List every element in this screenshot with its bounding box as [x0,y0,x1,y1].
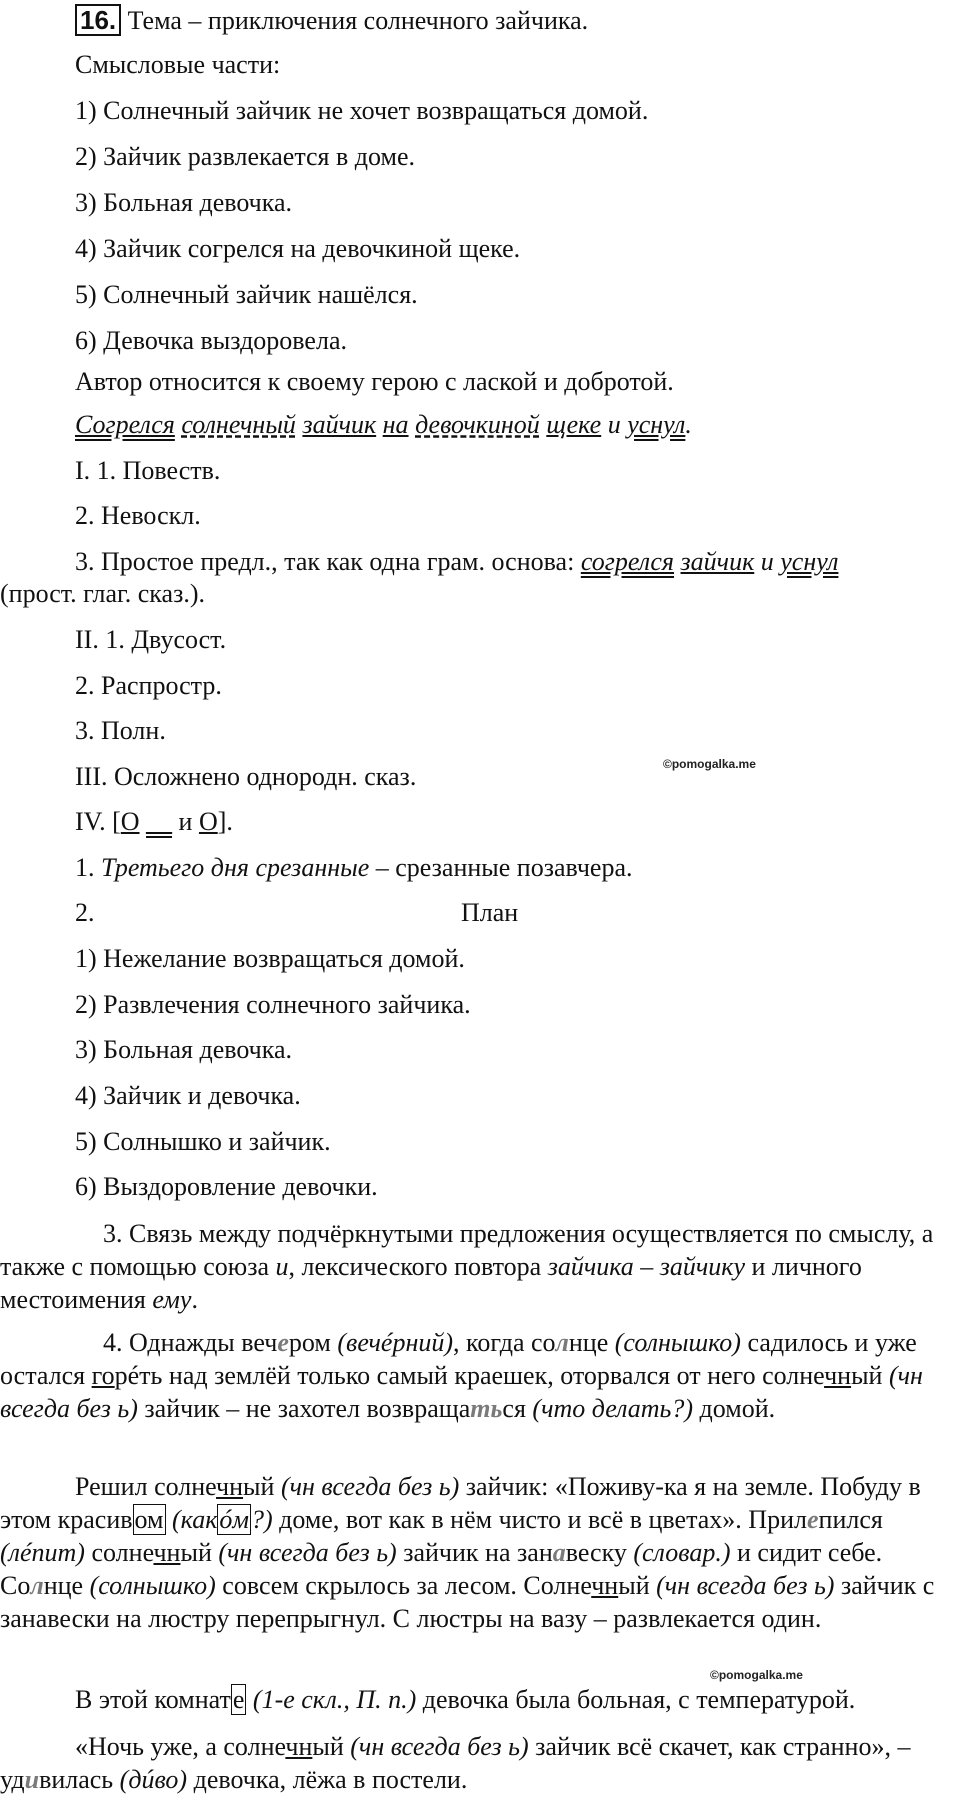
subject-word: зайчик [302,410,377,439]
plan-item-6: 6) Выздоровление девочки. [75,1172,378,1201]
task-header [75,4,588,37]
watermark: ©pomogalka.me [710,1668,803,1682]
part-6: 6) Девочка выздоровела. [75,326,347,355]
analysis-i2: 2. Невоскл. [75,501,201,530]
part-1: 1) Солнечный зайчик не хочет возвращаться домой. [75,96,649,125]
task-number: 16. [75,4,121,36]
parts-title: Смысловые части: [75,50,281,79]
basis-predicate: согрелся [580,547,675,576]
sentence-scheme: IV. [О __ и О]. [75,807,233,836]
analysis-i3: 3. Простое предл., так как одна грам. основа: согрелся зайчик и уснул [75,547,839,576]
part-5: 5) Солнечный зайчик нашёлся. [75,280,418,309]
adverbial-word: щеке [546,410,602,439]
analysis-ii1: II. 1. Двусост. [75,625,227,654]
plan-item-1: 1) Нежелание возвращаться домой. [75,944,465,973]
plan-number: 2. [75,898,95,927]
paragraph-7: «Ночь уже, а солнечный (чн всегда без ь) зайчик всё скачет, как странно», – удивилась (дúво) девочка, лёжа в постели. [0,1732,911,1794]
part-3: 3) Больная девочка. [75,188,293,217]
predicate-word: Согрелся [75,410,175,439]
plan-item-3: 3) Больная девочка. [75,1035,293,1064]
analysis-ii2: 2. Распростр. [75,671,222,700]
paragraph-6: В этой комнате (1-е скл., П. п.) девочка была больная, с температурой. [75,1685,856,1714]
parsed-sentence: Согрелся солнечный зайчик на девочкиной щеке и уснул. [75,410,692,439]
analysis-ii3: 3. Полн. [75,716,166,745]
paragraph-4: 4. Однажды вечером (вечéрний), когда солнце (солнышко) садилось и уже остался горéть над землёй только самый краешек, оторвался от него солнечный (чн всегда без ь) зайчик – не захотел возвращаться (что делать?) домой. [0,1328,923,1423]
attribute-word: девочкиной [415,410,540,439]
part-4: 4) Зайчик согрелся на девочкиной щеке. [75,234,521,263]
author-attitude: Автор относится к своему герою с лаской и добротой. [75,367,674,396]
conjunction-word: и [607,410,621,439]
analysis-iii: III. Осложнено однородн. сказ. [75,762,417,791]
plan-title: План [461,898,519,927]
basis-subject: зайчик [680,547,755,576]
analysis-i3-cont: (прост. глаг. сказ.). [0,579,206,608]
attribute-word: солнечный [181,410,296,439]
watermark: ©pomogalka.me [663,757,756,771]
plan-item-5: 5) Солнышко и зайчик. [75,1127,331,1156]
ending-box: ом [134,1505,164,1534]
predicate-word: уснул [627,410,686,439]
analysis-i1: I. 1. Повеств. [75,456,221,485]
ending-box: óм [219,1505,249,1534]
plan-item-2: 2) Развлечения солнечного зайчика. [75,990,471,1019]
question-3-paragraph: 3. Связь между подчёркнутыми предложения осуществляется по смыслу, а также с помощью союза и, лексического повтора зайчика – зайчику и личного местоимения ему. [0,1219,934,1314]
basis-predicate: уснул [780,547,839,576]
ending-box: е [232,1685,245,1714]
task-theme: Тема – приключения солнечного зайчика. [127,6,589,35]
part-2: 2) Зайчик развлекается в доме. [75,142,416,171]
plan-item-4: 4) Зайчик и девочка. [75,1081,301,1110]
preposition-word: на [382,410,409,439]
paragraph-5: Решил солнечный (чн всегда без ь) зайчик: «Поживу-ка я на земле. Побуду в этом красивом (какóм?) доме, вот как в нём чисто и всё в цветах». Прилепился (лéпит) солнечный (чн всегда без ь) зайчик на занавеску (словар.) и сидит себе. Солнце (солнышко) совсем скрылось за лесом. Солнечный (чн всегда без ь) зайчик с занавески на люстру перепрыгнул. С люстры на вазу – развлекается один. [0,1472,935,1633]
question-1: 1. Третьего дня срезанные – срезанные позавчера. [75,853,633,882]
